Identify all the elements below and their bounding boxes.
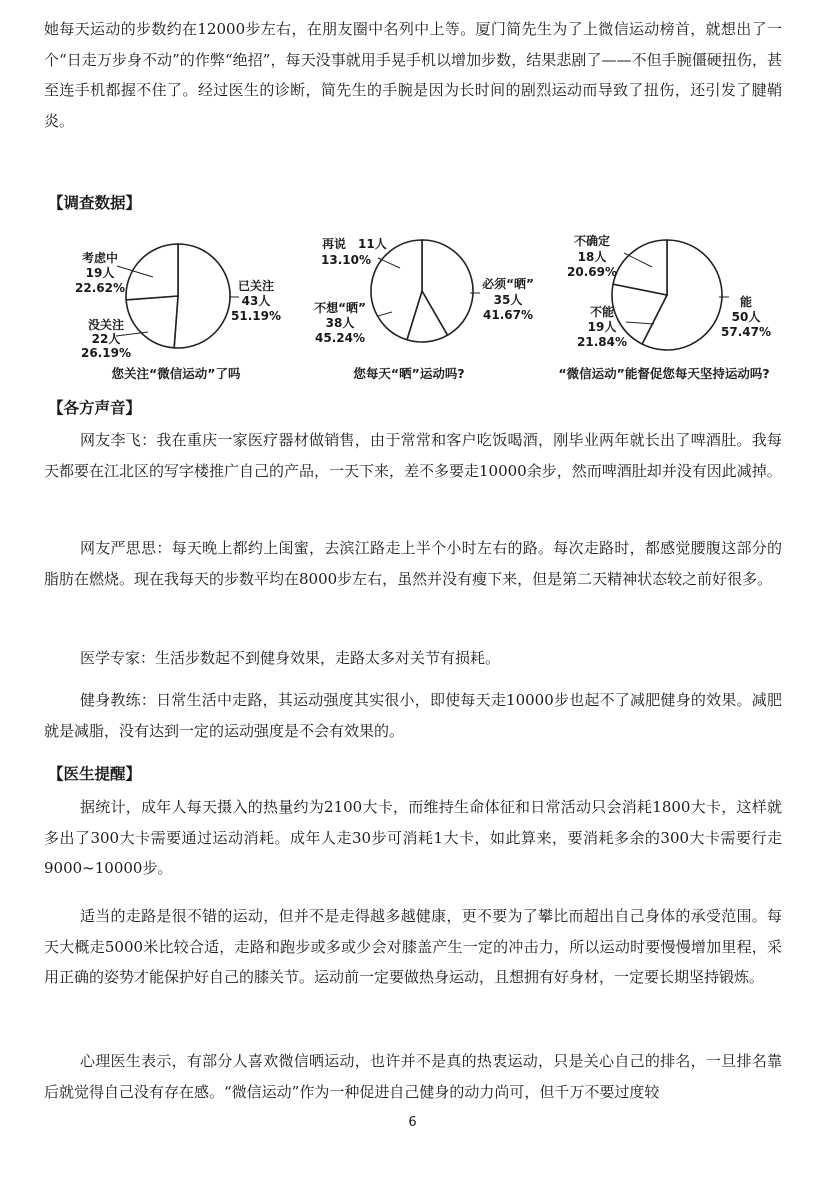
- slice-label: 能: [739, 295, 753, 309]
- slice-count: 35人: [493, 293, 523, 307]
- slice-label: 再说: [322, 237, 347, 251]
- pie-slice: [174, 244, 230, 348]
- slice-label: 必须“晒”: [482, 277, 534, 291]
- doctor-paragraph: 适当的走路是很不错的运动，但并不是走得越多越健康，更不要为了攀比而超出自己身体的承受范围。每天大概走5000米比较合适，走路和跑步或多或少会对膝盖产生一定的冲击力，所以运动时要慢慢增加里程，采用正确的姿势才能保护好自己的膝关节。运动前一定要做热身运动，且想拥有好身材，一定要长期坚持锻炼。: [44, 907, 782, 986]
- slice-count: 22人: [91, 332, 121, 346]
- survey-heading: 【调查数据】: [48, 194, 142, 212]
- pie-chart-follow: [44, 228, 289, 388]
- chart-caption: 您关注“微信运动”了吗: [111, 366, 241, 381]
- slice-label: 不想“晒”: [314, 301, 366, 315]
- voices-heading: 【各方声音】: [48, 399, 142, 417]
- doctor-paragraph: 心理医生表示，有部分人喜欢微信晒运动，也许并不是真的热衷运动，只是关心自己的排名，一旦排名靠后就觉得自己没有存在感。“微信运动”作为一种促进自己健身的动力尚可，但千万不要过度较: [44, 1052, 782, 1101]
- survey-charts: [44, 228, 789, 388]
- voice-paragraph: 医学专家：生活步数起不到健身效果，走路太多对关节有损耗。: [80, 649, 501, 667]
- slice-percent: 20.69%: [567, 265, 617, 279]
- intro-paragraph: 她每天运动的步数约在12000步左右，在朋友圈中名列中上等。厦门简先生为了上微信运动榜首，就想出了一个“日走万步身不动”的作弊“绝招”，每天没事就用手晃手机以增加步数，结果悲剧了——不但手腕僵硬扭伤，甚至连手机都握不住了。经过医生的诊断，简先生的手腕是因为长时间的剧烈运动而导致了扭伤，还引发了腱鞘炎。: [44, 20, 782, 130]
- slice-percent: 45.24%: [315, 331, 365, 345]
- slice-count: 18人: [577, 250, 607, 264]
- slice-percent: 41.67%: [483, 308, 533, 322]
- slice-percent: 57.47%: [721, 325, 771, 339]
- slice-percent: 21.84%: [577, 335, 627, 349]
- chart-caption: “微信运动”能督促您每天坚持运动吗?: [558, 366, 770, 381]
- slice-label: 不确定: [573, 234, 611, 248]
- slice-label: 不能: [589, 305, 615, 319]
- doctor-heading: 【医生提醒】: [48, 765, 142, 783]
- pie-slice: [126, 296, 178, 348]
- pie-slice: [126, 244, 178, 300]
- voice-paragraph: 网友李飞：我在重庆一家医疗器材做销售，由于常常和客户吃饭喝酒，刚毕业两年就长出了啤酒肚。我每天都要在江北区的写字楼推广自己的产品，一天下来，差不多要走10000余步，然而啤酒肚却并没有因此减掉。: [44, 431, 782, 480]
- chart-caption: 您每天“晒”运动吗?: [353, 366, 465, 381]
- voice-paragraph: 网友严思思：每天晚上都约上闺蜜，去滨江路走上半个小时左右的路。每次走路时，都感觉腰腹这部分的脂肪在燃烧。现在我每天的步数平均在8000步左右，虽然并没有瘦下来，但是第二天精神状态较之前好很多。: [44, 539, 782, 588]
- pie-chart-share: [292, 228, 542, 388]
- slice-count: 19人: [85, 266, 115, 280]
- slice-count: 50人: [731, 310, 761, 324]
- slice-count: 38人: [325, 316, 355, 330]
- slice-count: 11人: [358, 237, 387, 251]
- doctor-paragraph: 据统计，成年人每天摄入的热量约为2100大卡，而维持生命体征和日常活动只会消耗1800大卡，这样就多出了300大卡需要通过运动消耗。成年人走30步可消耗1大卡，如此算来，要消耗多余的300大卡需要行走 9000~10000步。: [44, 798, 782, 877]
- slice-count: 43人: [241, 294, 271, 308]
- slice-percent: 22.62%: [75, 281, 125, 295]
- voice-paragraph: 健身教练：日常生活中走路，其运动强度其实很小，即使每天走10000步也起不了减肥健身的效果。减肥就是减脂，没有达到一定的运动强度是不会有效果的。: [44, 691, 782, 740]
- slice-percent: 26.19%: [81, 346, 131, 360]
- pie-slices: [371, 240, 473, 342]
- page-number: 6: [408, 1115, 417, 1130]
- slice-label: 考虑中: [81, 251, 119, 265]
- slice-label: 没关注: [87, 318, 125, 332]
- slice-label: 已关注: [237, 279, 275, 293]
- slice-count: 19人: [587, 320, 617, 334]
- slice-percent: 51.19%: [231, 309, 281, 323]
- pie-chart-motivate: [544, 228, 789, 388]
- pie-slices: [612, 240, 722, 350]
- slice-percent: 13.10%: [321, 253, 371, 267]
